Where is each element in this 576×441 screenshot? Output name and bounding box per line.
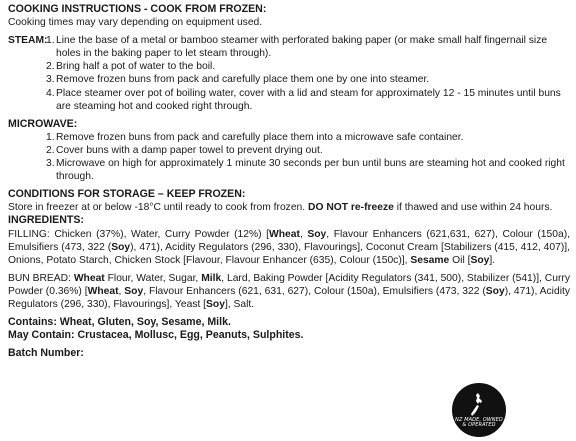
steam-steps <box>8 34 570 113</box>
cooking-title: COOKING INSTRUCTIONS - COOK FROM FROZEN: <box>8 3 267 15</box>
allergen-highlight: Soy <box>111 241 131 253</box>
allergen-highlight: Wheat <box>73 272 105 284</box>
allergen-highlight: Soy <box>124 285 144 297</box>
microwave-label: MICROWAVE: <box>8 117 78 130</box>
allergen-highlight: Sesame <box>410 254 450 266</box>
batch-number-label: Batch Number: <box>8 347 84 360</box>
allergen-highlight: Soy <box>206 298 225 310</box>
allergen-highlight: Wheat <box>87 285 119 297</box>
ingredient-text: , Flavour Enhancers (621,631, 627), Colour (150a), Emulsifiers (473, 322 ( <box>8 228 571 253</box>
microwave-step-1: 1. Remove frozen buns from pack and carefully place them into a microwave safe container. <box>46 131 464 143</box>
allergen-highlight: Milk <box>201 272 222 284</box>
ingredient-text: BUN BREAD: <box>8 272 74 284</box>
new-zealand-map-icon <box>468 392 490 418</box>
ingredient-text: Oil [ <box>449 254 471 266</box>
may-contain-allergens: May Contain: Crustacea, Mollusc, Egg, Peanuts, Sulphites. <box>8 329 304 342</box>
ingredient-text: Flour, Water, Sugar, <box>104 272 202 284</box>
microwave-step-2: 2. Cover buns with a damp paper towel to prevent drying out. <box>46 144 323 156</box>
no-refreeze-warning: DO NOT re-freeze <box>308 202 394 214</box>
ingredient-text: , Lard, Baking Powder [Acidity Regulators (341, 500), Stabilizer (541)], Curry Powder (0.36%) [ <box>8 272 570 297</box>
ingredients-title: INGREDIENTS: <box>8 214 84 227</box>
ingredient-text: ]. <box>489 254 496 266</box>
steam-step-1: 1. Line the base of a metal or bamboo steamer with perforated baking paper (or make small half fingernail size holes in the baking paper to let steam through). <box>46 35 548 60</box>
microwave-steps <box>8 131 570 183</box>
ingredient-text: FILLING: Chicken (37%), Water, Curry Powder (12%) [ <box>8 228 270 240</box>
ingredient-text: ], Salt. <box>224 298 255 310</box>
allergen-highlight: Wheat <box>269 228 300 240</box>
steam-step-4: 4. Place steamer over pot of boiling water, cover with a lid and steam for approximately 12 - 15 minutes until buns are steaming hot and cooked right through. <box>46 87 561 112</box>
nz-made-badge <box>452 383 506 437</box>
storage-title: CONDITIONS FOR STORAGE – KEEP FROZEN: <box>8 188 246 201</box>
ingredient-text: ), 471), Acidity Regulators (296, 330), Flavourings], Yeast [ <box>8 285 570 310</box>
badge-line-1: NZ MADE, OWNED <box>455 416 503 423</box>
cooking-note: Cooking times may vary depending on equipment used. <box>8 17 263 29</box>
steam-step-2: 2. Bring half a pot of water to the boil. <box>46 61 216 73</box>
storage-text: Store in freezer at or below -18°C until ready to cook from frozen. DO NOT re-freeze if thawed and use within 24 hours. <box>8 202 553 214</box>
filling-ingredients <box>8 228 570 267</box>
allergen-highlight: Soy <box>485 285 505 297</box>
ingredient-text: , Flavour Enhancers (621, 631, 627), Colour (150a), Emulsifiers (473, 322 ( <box>143 285 486 297</box>
steam-step-3: 3. Remove frozen buns from pack and carefully place them one by one into steamer. <box>46 74 430 86</box>
steam-section: STEAM: 1. Line the base of a metal or bamboo steamer with perforated baking paper (or make small half fingernail size holes in the baking paper to let steam through). 2. Bring half a pot of water to the boil. 3. Remove frozen buns from pack and carefully place them one by one into steamer. 4. Place steamer over pot of boiling water, cover with a lid and steam for approximately 12 - 15 minutes until buns are steaming hot and cooked right through. <box>8 34 570 113</box>
bun-ingredients <box>8 272 570 311</box>
label-document <box>8 3 570 360</box>
contains-allergens: Contains: Wheat, Gluten, Soy, Sesame, Milk. <box>8 316 231 329</box>
badge-line-2: & OPERATED <box>462 422 496 428</box>
ingredient-text: , <box>299 228 308 240</box>
microwave-step-3: 3. Microwave on high for approximately 1 minute 30 seconds per bun until buns are steaming hot and cooked right through. <box>46 158 565 183</box>
ingredient-text: ), 471), Acidity Regulators (296, 330), Flavourings], Coconut Cream [Stabilizers (415, 412, 407)], Onions, Potato Starch, Chicken Stock [Flavour, Flavour Enhancer (635), Colour (150c)], <box>8 241 570 266</box>
ingredient-text: , <box>118 285 125 297</box>
allergen-highlight: Soy <box>307 228 327 240</box>
allergen-highlight: Soy <box>470 254 490 266</box>
